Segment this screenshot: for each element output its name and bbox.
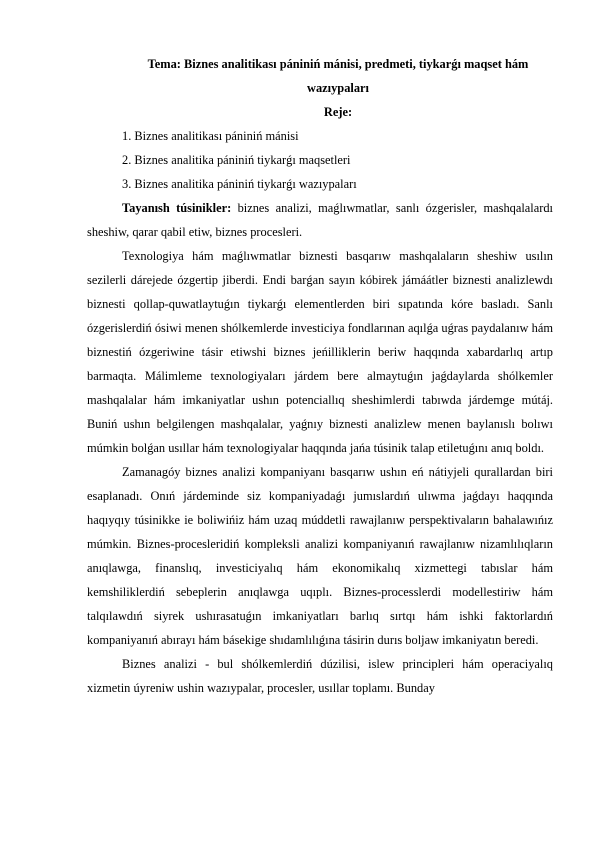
body-paragraph-1: Texnologiya hám maǵlıwmatlar biznesti basqarıw mashqalaların sheshiw usılın sezilerli dárejede ózgertip jiberdi. Endi barǵan sayın kóbirek jámáátler biznesti analizlewdı biznesti qollap-quwatlaytuǵın tiykarǵı elementlerden biri sıpatında kóre basladı. Sanlı ózgerislerdiń ósiwi menen shólkemlerde investiciya fondlarınan aqılǵa uǵras paydalanıw hám biznestiń ózgeriwine tásir etiwshi biznes jeńilliklerin beriw haqqında xabardarlıq artıp barmaqta. Málimleme texnologiyaları járdem bere almaytuǵın jaǵdaylarda shólkemler mashqalalar hám imkaniyatlar ushın potenciallıq sheshimlerdi tabıwda járdemge mútáj. Buniń ushın belgilengen mashqalalar, yaǵnıy biznesti analizlew menen baylanıslı bolıwı múmkin bolǵan usıllar hám texnologiyalar haqqında jańa túsinik talap etiletuǵını anıq boldı. [87,249,553,455]
document-title: Tema: Biznes analitikası pániniń mánisi, predmeti, tiykarǵı maqset hám wazıypaları [147,57,529,95]
key-terms-text: biznes analizi, maǵlıwmatlar, sanlı ózgerisler, mashqalalardı sheshiw, qarar qabil etiw, biznes procesleri. [87,201,554,239]
body-paragraph-3: Biznes analizi - bul shólkemlerdiń dúzilisi, islew principleri hám operaciyalıq xizmetin úyreniw ushin wazıypalar, procesler, usıllar toplamı. Bunday [87,657,553,695]
plan-item-2: 2. Biznes analitika pániniń tiykarǵı maqsetleri [122,153,351,167]
key-terms-paragraph [87,196,553,244]
body-paragraph-2: Zamanagóy biznes analizi kompaniyanı basqarıw ushın eń nátiyjeli qurallardan biri esaplanadı. Onıń járdeminde siz kompaniyadaǵı jumıslardıń ulıwma jaǵdayı haqqında haqıyqıy túsinikke ie boliwińiz hám uzaq múddetli rawajlanıw perspektivaların bahalawıńız múmkin. Biznes-procesleridiń kompleksli analizi kompaniyanıń rawajlanıw nizamlılıqların anıqlawga, finanslıq, investiciyalıq hám ekonomikalıq xizmettegi tabıslar hám kemshiliklerdiń sebeplerin anıqlawga uqıplı. Biznes-processlerdi modellestiriw hám talqılawdıń siyrek ushırasatuǵın imkaniyatları barlıq sırtqı hám ishki faktorlardıń kompaniyanıń abırayı hám básekige shıdamlılıǵına tásirin durıs boljaw imkaniyatın beredi. [87,465,553,647]
plan-item-3: 3. Biznes analitika pániniń tiykarǵı wazıypaları [122,177,357,191]
document-body [87,52,553,700]
plan-heading: Reje: [323,105,353,119]
key-terms-label: Tayanısh túsinikler: [122,201,232,215]
plan-item-1: 1. Biznes analitikası pániniń mánisi [122,129,299,143]
